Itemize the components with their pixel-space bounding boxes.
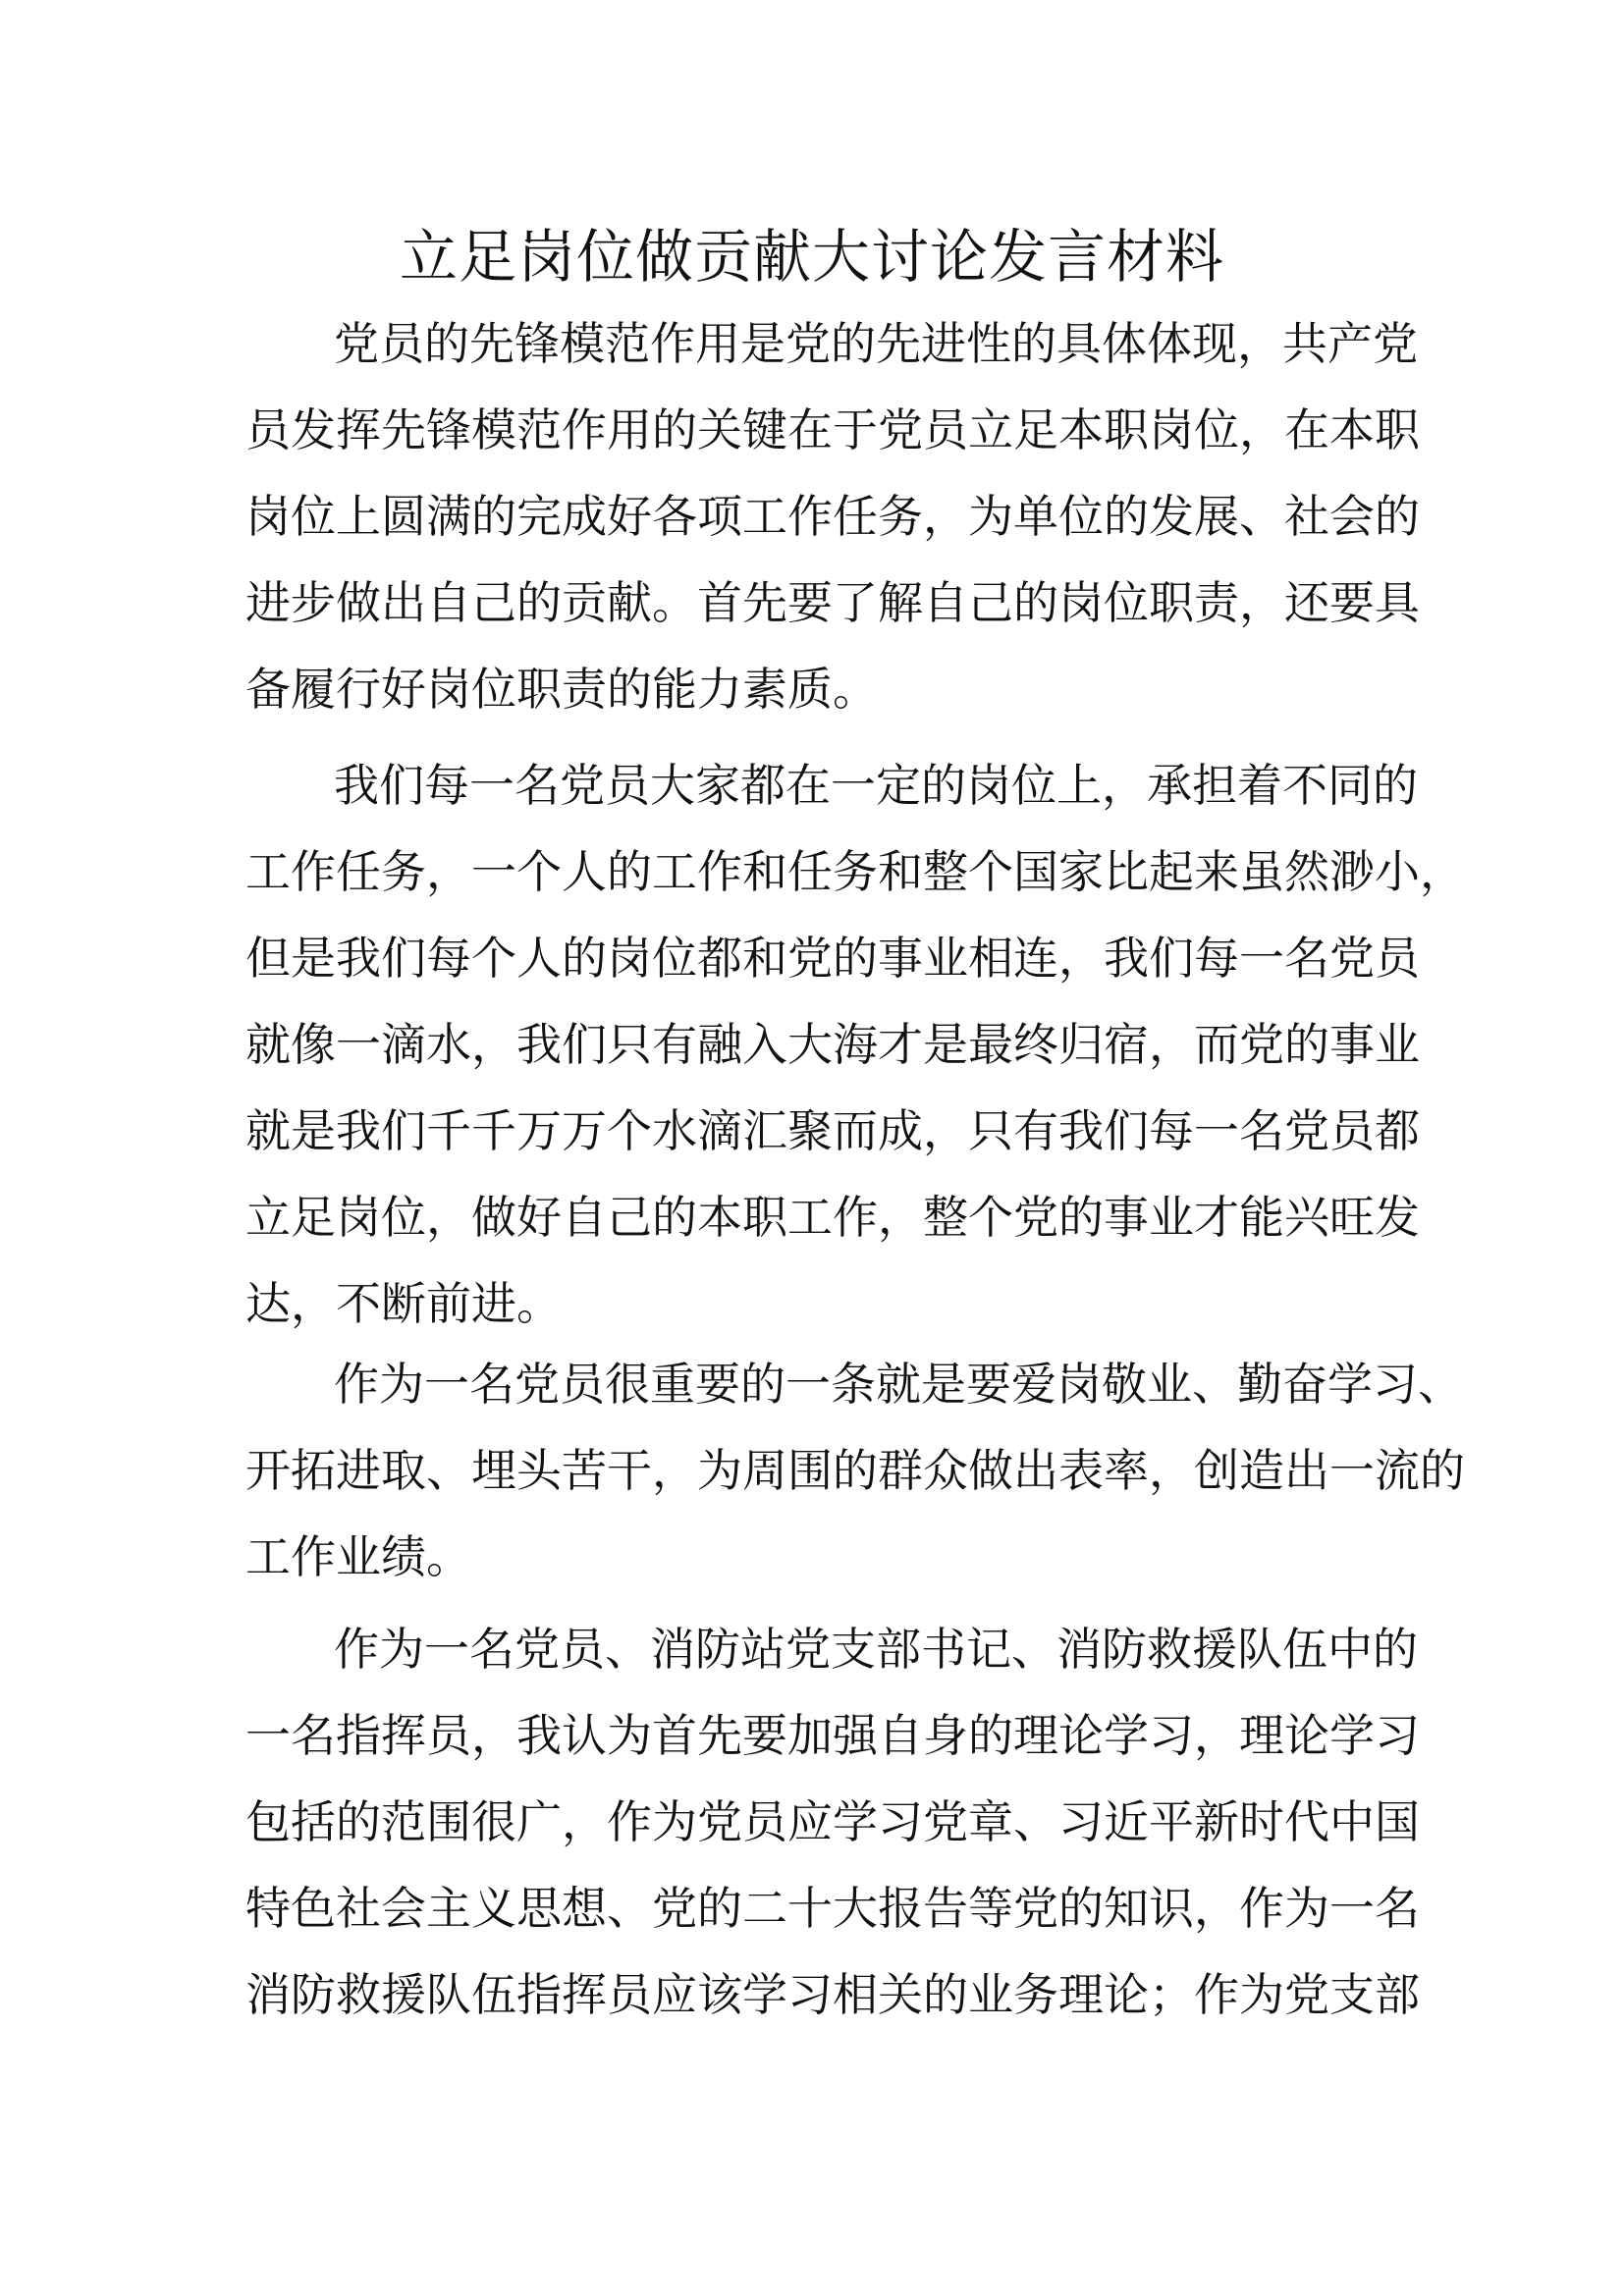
paragraph-line: 备履行好岗位职责的能力素质。 [245, 663, 878, 716]
paragraph-line: 进步做出自己的贡献。首先要了解自己的岗位职责，还要具 [245, 576, 1420, 629]
paragraph-line: 作为一名党员很重要的一条就是要爱岗敬业、勤奋学习、 [334, 1358, 1463, 1411]
paragraph-line: 一名指挥员，我认为首先要加强自身的理论学习，理论学习 [245, 1709, 1420, 1762]
paragraph-line: 工作任务，一个人的工作和任务和整个国家比起来虽然渺小， [245, 845, 1465, 898]
document-title: 立足岗位做贡献大讨论发言材料 [399, 223, 1224, 291]
paragraph-line: 但是我们每个人的岗位都和党的事业相连，我们每一名党员 [245, 932, 1420, 985]
paragraph-line: 立足岗位，做好自己的本职工作，整个党的事业才能兴旺发 [245, 1191, 1420, 1244]
paragraph-line: 就像一滴水，我们只有融入大海才是最终归宿，而党的事业 [245, 1018, 1420, 1071]
paragraph-2 [245, 742, 1465, 1347]
paragraph-line: 我们每一名党员大家都在一定的岗位上，承担着不同的 [334, 759, 1418, 812]
paragraph-line: 员发挥先锋模范作用的关键在于党员立足本职岗位，在本职 [245, 403, 1420, 456]
paragraph-line: 达，不断前进。 [245, 1277, 562, 1330]
paragraph-line: 开拓进取、埋头苦干，为周围的群众做出表率，创造出一流的 [245, 1444, 1465, 1497]
paragraph-line: 作为一名党员、消防站党支部书记、消防救援队伍中的 [334, 1623, 1418, 1676]
paragraph-line: 党员的先锋模范作用是党的先进性的具体体现，共产党 [334, 317, 1418, 370]
paragraph-line: 消防救援队伍指挥员应该学习相关的业务理论；作为党支部 [245, 1968, 1420, 2021]
paragraph-line: 岗位上圆满的完成好各项工作任务，为单位的发展、社会的 [245, 490, 1420, 543]
paragraph-4 [245, 1606, 1420, 2038]
paragraph-line: 就是我们千千万万个水滴汇聚而成，只有我们每一名党员都 [245, 1104, 1420, 1157]
paragraph-3 [245, 1341, 1465, 1600]
paragraph-line: 特色社会主义思想、党的二十大报告等党的知识，作为一名 [245, 1882, 1420, 1935]
paragraph-line: 包括的范围很广，作为党员应学习党章、习近平新时代中国 [245, 1795, 1420, 1848]
paragraph-line: 工作业绩。 [245, 1530, 471, 1583]
paragraph-1 [245, 300, 1420, 732]
